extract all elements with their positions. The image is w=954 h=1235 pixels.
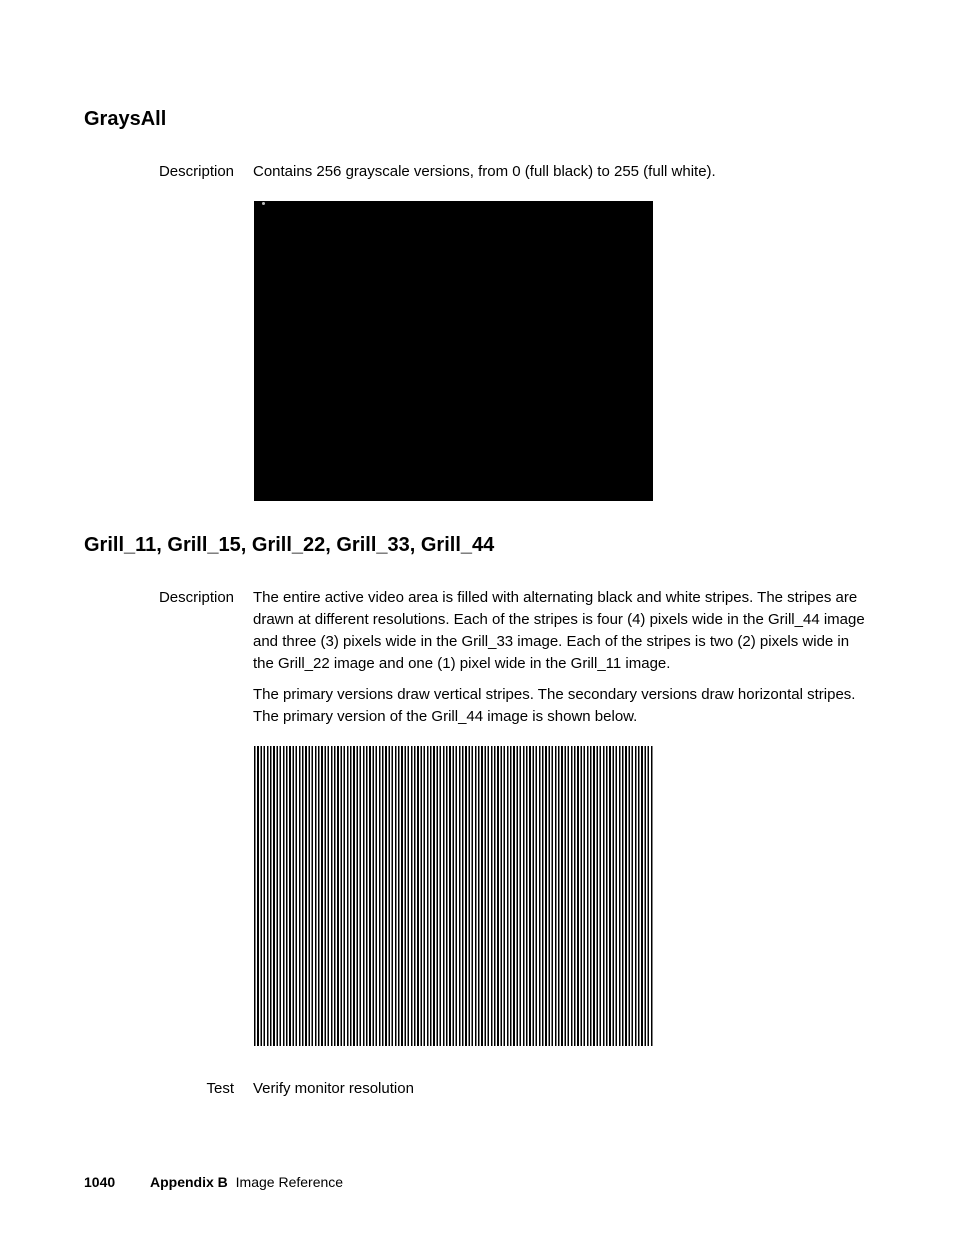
grill-description-paragraph-2: The primary versions draw vertical stripes. The secondary versions draw horizontal stripes. The primary version of the Grill_44 image is shown below.: [253, 686, 856, 725]
grill-heading: Grill_11, Grill_15, Grill_22, Grill_33, Grill_44: [84, 534, 495, 556]
graysall-description-text: Contains 256 grayscale versions, from 0 (full black) to 255 (full white).: [253, 163, 716, 180]
graysall-image: [254, 201, 653, 501]
page-footer: [84, 1173, 343, 1191]
page-number: 1040: [84, 1174, 116, 1190]
grill-description-label: Description: [158, 589, 234, 606]
grill-44-image: [254, 746, 653, 1046]
test-text: Verify monitor resolution: [253, 1080, 414, 1097]
footer-appendix: Appendix B: [150, 1174, 228, 1190]
gray-dot-marker: [262, 202, 265, 205]
graysall-description-label: Description: [158, 163, 234, 180]
grill-description-paragraph-1: The entire active video area is filled with alternating black and white stripes. The stripes are drawn at different resolutions. Each of the stripes is four (4) pixels wide in the Grill_44 image and three (3) pixels wide in the Grill_33 image. Each of the stripes is two (2) pixels wide in the Grill_22 image and one (1) pixel wide in the Grill_11 image.: [253, 589, 865, 672]
graysall-heading: GraysAll: [84, 108, 167, 130]
footer-chapter: Image Reference: [235, 1174, 344, 1190]
test-label: Test: [206, 1080, 234, 1097]
